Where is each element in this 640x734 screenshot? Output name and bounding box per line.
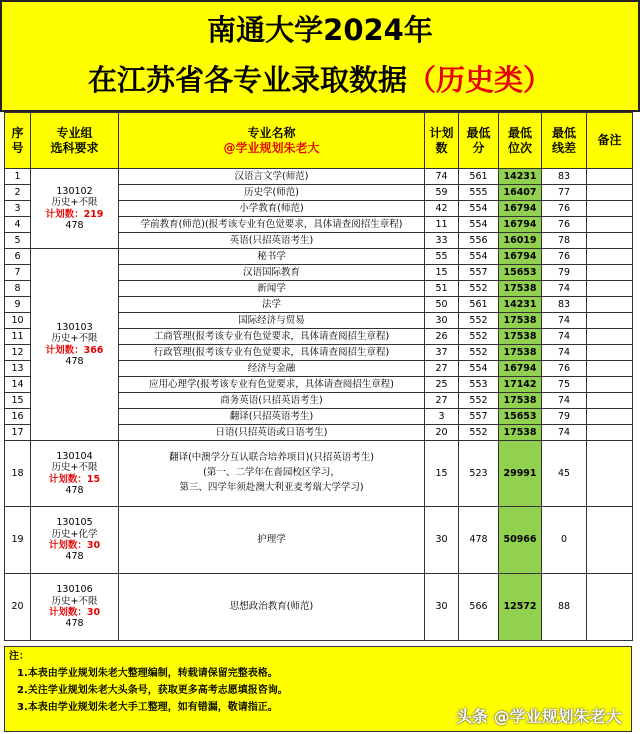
table-row: 15 商务英语(只招英语考生) 27 552 17538 74 bbox=[5, 393, 633, 409]
col-plan: 计划 数 bbox=[425, 113, 459, 169]
col-group: 专业组 选科要求 bbox=[31, 113, 119, 169]
table-row: 18 130104 历史+不限 计划数：15 478 翻译(中澳学分互认联合培养项目)(只招英语考生) (第一、二学年在啬园校区学习， 第三、四学年须赴澳大利亚麦考瑞大学学习) 15 523 29991 45 bbox=[5, 441, 633, 507]
table-row: 8 新闻学 51 552 17538 74 bbox=[5, 281, 633, 297]
table-row: 19 130105 历史+化学 计划数：30 478 护理学 30 478 50966 0 bbox=[5, 507, 633, 574]
title-main: 在江苏省各专业录取数据 bbox=[87, 63, 407, 97]
admission-table bbox=[4, 112, 633, 641]
table-row: 6 130103 历史+不限 计划数：366 478 秘书学 55 554 16794 76 bbox=[5, 249, 633, 265]
group-cell: 130104 历史+不限 计划数：15 478 bbox=[31, 441, 119, 507]
table-row: 11 工商管理(报考该专业有色觉要求，具体请查阅招生章程) 26 552 17538 74 bbox=[5, 329, 633, 345]
group-cell: 130103 历史+不限 计划数：366 478 bbox=[31, 249, 119, 441]
table-row: 14 应用心理学(报考该专业有色觉要求，具体请查阅招生章程) 25 553 17142 75 bbox=[5, 377, 633, 393]
col-min-score: 最低 分 bbox=[459, 113, 499, 169]
notes-label: 注： bbox=[9, 651, 29, 662]
note-item: 2.关注学业规划朱老大头条号，获取更多高考志愿填报咨询。 bbox=[17, 685, 288, 696]
title-category: （历史类） bbox=[407, 63, 553, 97]
col-remark: 备注 bbox=[587, 113, 633, 169]
table-row: 16 翻译(只招英语考生) 3 557 15653 79 bbox=[5, 409, 633, 425]
table-row: 17 日语(只招英语或日语考生) 20 552 17538 74 bbox=[5, 425, 633, 441]
title-banner bbox=[0, 0, 640, 112]
table-header bbox=[5, 113, 633, 169]
table-row: 3 小学教育(师范) 42 554 16794 76 bbox=[5, 201, 633, 217]
title-line-1: 南通大学2024年 bbox=[207, 13, 433, 47]
table-row: 9 法学 50 561 14231 83 bbox=[5, 297, 633, 313]
col-line-diff: 最低 线差 bbox=[542, 113, 587, 169]
table-row: 4 学前教育(师范)(报考该专业有色觉要求，具体请查阅招生章程) 11 554 16794 76 bbox=[5, 217, 633, 233]
table-row: 13 经济与金融 27 554 16794 76 bbox=[5, 361, 633, 377]
table-row: 2 历史学(师范) 59 555 16407 77 bbox=[5, 185, 633, 201]
table-row: 7 汉语国际教育 15 557 15653 79 bbox=[5, 265, 633, 281]
major-multiline: 翻译(中澳学分互认联合培养项目)(只招英语考生) (第一、二学年在啬园校区学习， 第三、四学年须赴澳大利亚麦考瑞大学学习) bbox=[119, 441, 425, 507]
col-seq: 序号 bbox=[5, 113, 31, 169]
table-row: 5 英语(只招英语考生) 33 556 16019 78 bbox=[5, 233, 633, 249]
group-cell: 130106 历史+不限 计划数：30 478 bbox=[31, 574, 119, 641]
col-min-rank: 最低 位次 bbox=[499, 113, 542, 169]
col-major: 专业名称 @学业规划朱老大 bbox=[119, 113, 425, 169]
watermark: 头条 @学业规划朱老大 bbox=[456, 707, 622, 726]
table-row: 12 行政管理(报考该专业有色觉要求，具体请查阅招生章程) 37 552 17538 74 bbox=[5, 345, 633, 361]
table-row: 1 130102 历史+不限 计划数：219 478 汉语言文学(师范) 74 561 14231 83 bbox=[5, 169, 633, 185]
note-item: 1.本表由学业规划朱老大整理编制，转载请保留完整表格。 bbox=[17, 668, 278, 679]
author-handle: @学业规划朱老大 bbox=[223, 140, 320, 155]
title-line-2 bbox=[2, 60, 638, 100]
note-item: 3.本表由学业规划朱老大手工整理，如有错漏，敬请指正。 bbox=[17, 702, 278, 713]
group-cell: 130102 历史+不限 计划数：219 478 bbox=[31, 169, 119, 249]
table-row: 20 130106 历史+不限 计划数：30 478 思想政治教育(师范) 30 566 12572 88 bbox=[5, 574, 633, 641]
group-cell: 130105 历史+化学 计划数：30 478 bbox=[31, 507, 119, 574]
table-row: 10 国际经济与贸易 30 552 17538 74 bbox=[5, 313, 633, 329]
